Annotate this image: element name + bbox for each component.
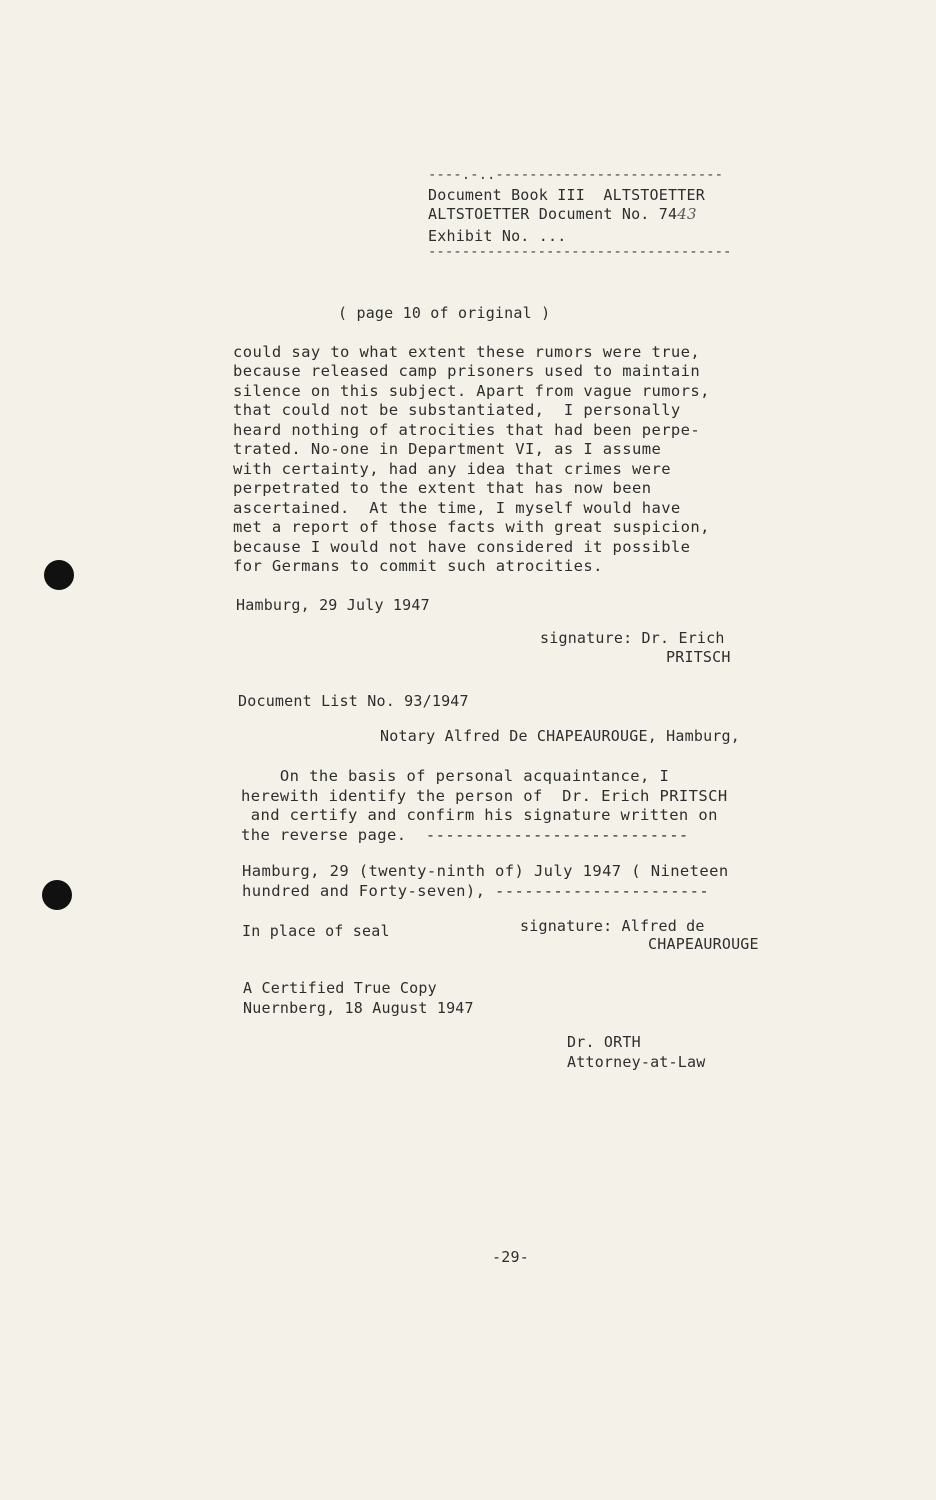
certified-copy-line2: Nuernberg, 18 August 1947	[243, 999, 474, 1017]
body-line: heard nothing of atrocities that had been perpe-	[233, 421, 701, 439]
attorney-title: Attorney-at-Law	[567, 1053, 706, 1071]
body-line: trated. No-one in Department VI, as I assume	[233, 440, 662, 458]
signature-pritsch-line2: PRITSCH	[666, 648, 731, 666]
attorney-name: Dr. ORTH	[567, 1033, 641, 1051]
notarial-date-line: Hamburg, 29 (twenty-ninth of) July 1947 ( Nineteen	[242, 862, 729, 880]
body-line: that could not be substantiated, I personally	[233, 401, 681, 419]
punch-hole-top	[44, 560, 74, 590]
header-dashes-top: ----.-..---------------------------	[428, 168, 724, 182]
notarial-date-line: hundred and Forty-seven), ----------------------	[242, 882, 710, 900]
certified-copy-line1: A Certified True Copy	[243, 979, 437, 997]
body-line: with certainty, had any idea that crimes were	[233, 460, 671, 478]
body-line: because released camp prisoners used to maintain	[233, 362, 701, 380]
body-line: perpetrated to the extent that has now been	[233, 479, 652, 497]
body-line: because I would not have considered it possible	[233, 538, 691, 556]
certification-line: the reverse page. ---------------------------	[241, 826, 689, 844]
header-doc-no-text: ALTSTOETTER Document No. 74	[428, 205, 678, 223]
header-exhibit: Exhibit No. ...	[428, 227, 567, 245]
body-line: met a report of those facts with great suspicion,	[233, 518, 710, 536]
place-date: Hamburg, 29 July 1947	[236, 596, 430, 614]
signature-pritsch-line1: signature: Dr. Erich	[540, 629, 725, 647]
seal-placeholder: In place of seal	[242, 922, 390, 940]
body-line: could say to what extent these rumors were true,	[233, 343, 701, 361]
original-page-reference: ( page 10 of original )	[338, 304, 551, 322]
page-number: -29-	[492, 1248, 529, 1266]
body-line: silence on this subject. Apart from vague rumors,	[233, 382, 710, 400]
header-doc-no	[428, 205, 697, 224]
header-dashes-bottom: ------------------------------------	[428, 245, 732, 259]
signature-notary-line2: CHAPEAUROUGE	[648, 935, 759, 953]
certification-line: and certify and confirm his signature written on	[241, 806, 718, 824]
notary-line: Notary Alfred De CHAPEAUROUGE, Hamburg,	[380, 727, 740, 745]
header-doc-book: Document Book III ALTSTOETTER	[428, 186, 705, 204]
punch-hole-bottom	[42, 880, 72, 910]
certification-line: herewith identify the person of Dr. Erich PRITSCH	[241, 787, 728, 805]
body-line: for Germans to commit such atrocities.	[233, 557, 603, 575]
signature-notary-line1: signature: Alfred de	[520, 917, 705, 935]
handwritten-doc-number: 43	[677, 205, 697, 223]
certification-line: On the basis of personal acquaintance, I	[241, 767, 670, 785]
body-line: ascertained. At the time, I myself would have	[233, 499, 681, 517]
document-list-number: Document List No. 93/1947	[238, 692, 469, 710]
